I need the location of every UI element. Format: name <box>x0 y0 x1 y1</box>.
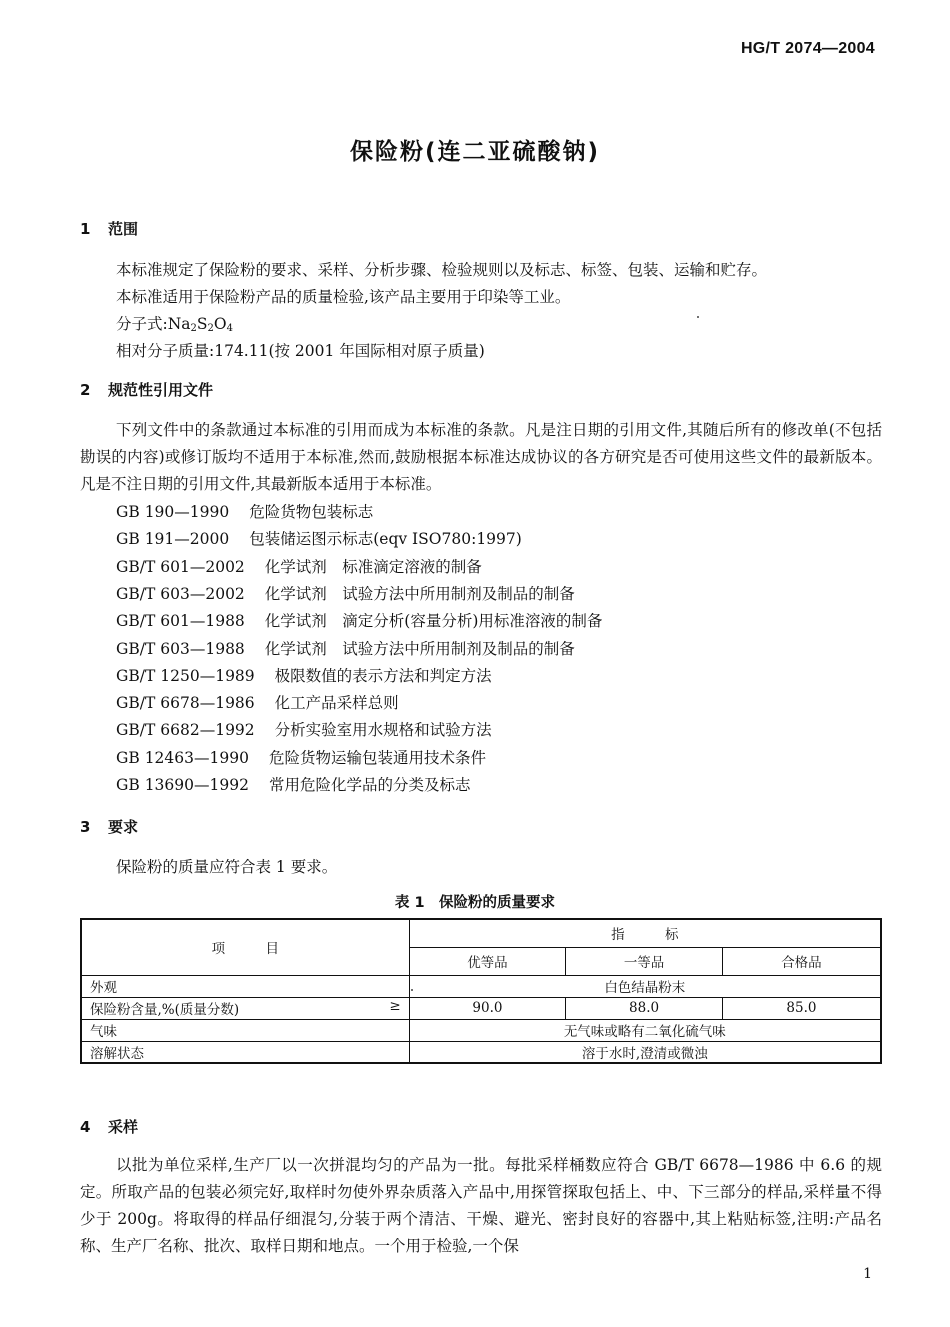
section-title: 范围 <box>108 220 139 238</box>
row-value: 溶于水时,澄清或微浊 <box>409 1041 881 1063</box>
ref-title: 化学试剂 试验方法中所用制剂及制品的制备 <box>264 640 575 658</box>
ref-title: 化学试剂 滴定分析(容量分析)用标准溶液的制备 <box>264 612 603 630</box>
section-4-heading <box>80 1116 138 1137</box>
section-3-heading <box>80 816 138 837</box>
scope-line-1: 本标准规定了保险粉的要求、采样、分析步骤、检验规则以及标志、标签、包装、运输和贮存。 <box>116 261 768 279</box>
index-header: 指 标 <box>409 919 881 947</box>
standard-code: HG/T 2074—2004 <box>740 40 875 57</box>
table-row <box>81 975 881 997</box>
ref-title: 化学试剂 标准滴定溶液的制备 <box>264 558 482 576</box>
grade-first: 一等品 <box>566 947 723 975</box>
table-row <box>81 1041 881 1063</box>
ref-code: GB 190—1990 <box>116 503 230 521</box>
scan-speck <box>697 316 699 318</box>
table-caption: 表 1 保险粉的质量要求 <box>394 895 556 911</box>
ref-item <box>116 746 486 768</box>
content-superior: 90.0 <box>409 997 566 1019</box>
ref-title: 包装储运图示标志(eqv ISO780:1997) <box>249 530 522 548</box>
ref-title: 分析实验室用水规格和试验方法 <box>274 721 492 739</box>
ref-code: GB 12463—1990 <box>116 749 249 767</box>
quality-requirements-table <box>80 918 882 1064</box>
document-title: 保险粉(连二亚硫酸钠) <box>349 139 601 165</box>
section-number: 2 <box>80 381 91 399</box>
row-value: 无气味或略有二氧化硫气味 <box>409 1019 881 1041</box>
section-number: 4 <box>80 1118 91 1136</box>
section-title: 要求 <box>108 818 139 836</box>
ref-code: GB/T 601—1988 <box>116 612 245 630</box>
ref-code: GB 191—2000 <box>116 530 230 548</box>
section-number: 1 <box>80 220 91 238</box>
molecular-formula <box>116 312 233 334</box>
ref-code: GB/T 603—2002 <box>116 585 245 603</box>
ref-item <box>116 609 602 631</box>
formula-o-sub: 4 <box>226 323 234 334</box>
formula-o: O <box>213 315 227 333</box>
normative-intro: 下列文件中的条款通过本标准的引用而成为本标准的条款。凡是注日期的引用文件,其随后所有的修改单(不包括勘误的内容)或修订版均不适用于本标准,然而,鼓励根据本标准达成协议的各方研究是否可使用这些文件的最新版本。凡是不注日期的引用文件,其最新版本适用于本标准。 <box>80 421 882 493</box>
row-label: 外观 <box>81 975 409 997</box>
formula-na-sub: 2 <box>190 323 197 334</box>
ref-title: 化工产品采样总则 <box>274 694 399 712</box>
ref-code: GB/T 6678—1986 <box>116 694 255 712</box>
ref-title: 危险货物运输包装通用技术条件 <box>268 749 486 767</box>
table-header-row <box>81 919 881 947</box>
content-qualified: 85.0 <box>722 997 881 1019</box>
ref-title: 化学试剂 试验方法中所用制剂及制品的制备 <box>264 585 575 603</box>
section-title: 采样 <box>108 1118 139 1136</box>
ref-item <box>116 718 492 740</box>
ref-code: GB/T 603—1988 <box>116 640 245 658</box>
ge-operator: ≥ <box>389 998 401 1014</box>
ref-item <box>116 527 522 549</box>
ref-item <box>116 637 575 659</box>
ref-item <box>116 691 399 713</box>
grade-qualified: 合格品 <box>722 947 881 975</box>
table-row <box>81 997 881 1019</box>
sampling-text: 以批为单位采样,生产厂以一次拼混均匀的产品为一批。每批采样桶数应符合 GB/T 6678—1986 中 6.6 的规定。所取产品的包装必须完好,取样时勿使外界杂质落入产品中,用探管探取包括上、中、下三部分的样品,采样量不得少于 200g。将取得的样品仔细混匀,分装于两个清洁、干燥、避光、密封良好的容器中,其上粘贴标签,注明:产品名称、生产厂名称、批次、取样日期和地点。一个用于检验,一个保 <box>80 1156 882 1255</box>
molecular-mass: 相对分子质量:174.11(按 2001 年国际相对原子质量) <box>116 342 485 360</box>
ref-title: 常用危险化学品的分类及标志 <box>268 776 471 794</box>
section-1-heading <box>80 218 138 239</box>
ref-item <box>116 664 492 686</box>
ref-code: GB/T 1250—1989 <box>116 667 255 685</box>
section-number: 3 <box>80 818 91 836</box>
ref-title: 极限数值的表示方法和判定方法 <box>274 667 492 685</box>
requirements-text: 保险粉的质量应符合表 1 要求。 <box>116 858 338 876</box>
formula-s-sub: 2 <box>207 323 214 334</box>
scan-speck <box>411 989 413 991</box>
ref-item <box>116 582 575 604</box>
ref-code: GB 13690—1992 <box>116 776 249 794</box>
ref-item <box>116 773 470 795</box>
ref-item <box>116 555 482 577</box>
row-label <box>81 997 409 1019</box>
ref-item <box>116 500 373 522</box>
content-first: 88.0 <box>566 997 723 1019</box>
ref-code: GB/T 601—2002 <box>116 558 245 576</box>
item-header: 项 目 <box>81 919 409 975</box>
formula-label: 分子式: <box>116 315 168 333</box>
section-title: 规范性引用文件 <box>108 381 214 399</box>
row-label: 溶解状态 <box>81 1041 409 1063</box>
table-row <box>81 1019 881 1041</box>
ref-code: GB/T 6682—1992 <box>116 721 255 739</box>
page-number: 1 <box>863 1266 872 1282</box>
section-2-heading <box>80 379 213 400</box>
scope-line-2: 本标准适用于保险粉产品的质量检验,该产品主要用于印染等工业。 <box>116 288 571 306</box>
formula-na: Na <box>167 315 191 333</box>
ref-title: 危险货物包装标志 <box>249 503 374 521</box>
grade-superior: 优等品 <box>409 947 566 975</box>
formula-s: S <box>196 315 208 333</box>
row-value: 白色结晶粉末 <box>409 975 881 997</box>
row-label: 气味 <box>81 1019 409 1041</box>
content-label: 保险粉含量,%(质量分数) <box>90 1002 240 1018</box>
